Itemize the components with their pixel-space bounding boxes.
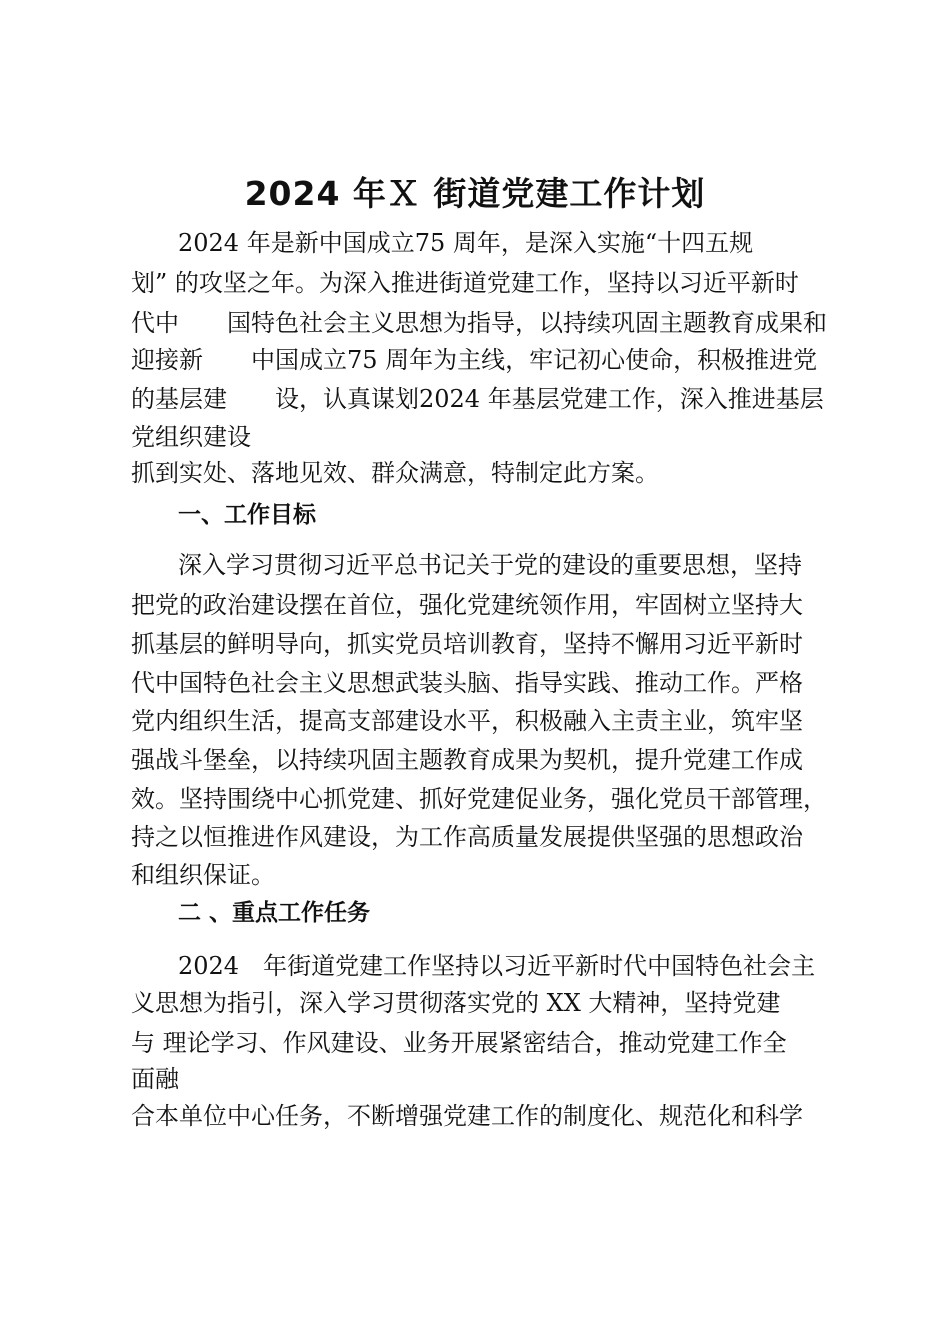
intro-line-3: 代中 国特色社会主义思想为指导，以持续巩固主题教育成果和: [131, 309, 827, 337]
section2-line-3: 与 理论学习、作风建设、业务开展紧密结合，推动党建工作全: [131, 1029, 787, 1057]
section-heading-tasks: 二 、重点工作任务: [178, 900, 371, 926]
section1-line-7: 效。坚持围绕中心抓党建、抓好党建促业务，强化党员干部管理，: [131, 785, 827, 813]
section1-line-1: 深入学习贯彻习近平总书记关于党的建设的重要思想，坚持: [178, 551, 802, 579]
section-heading-goals: 一、工作目标: [178, 502, 316, 528]
intro-line-4: 迎接新 中国成立75 周年为主线，牢记初心使命，积极推进党: [131, 346, 818, 374]
section1-line-6: 强战斗堡垒，以持续巩固主题教育成果为契机，提升党建工作成: [131, 746, 803, 774]
intro-line-6: 党组织建设: [131, 423, 251, 451]
section1-line-9: 和组织保证。: [131, 861, 275, 889]
intro-line-5: 的基层建 设，认真谋划2024 年基层党建工作，深入推进基层: [131, 385, 824, 413]
section1-line-8: 持之以恒推进作风建设，为工作高质量发展提供坚强的思想政治: [131, 823, 803, 851]
document-title: 2024 年Ｘ 街道党建工作计划: [244, 174, 706, 213]
section1-line-5: 党内组织生活，提高支部建设水平，积极融入主责主业，筑牢坚: [131, 707, 803, 735]
intro-line-2: 划” 的攻坚之年。为深入推进街道党建工作，坚持以习近平新时: [131, 269, 799, 297]
section1-line-3: 抓基层的鲜明导向，抓实党员培训教育，坚持不懈用习近平新时: [131, 630, 803, 658]
section1-line-2: 把党的政治建设摆在首位，强化党建统领作用，牢固树立坚持大: [131, 591, 803, 619]
section2-line-1: 2024 年街道党建工作坚持以习近平新时代中国特色社会主: [178, 952, 816, 980]
section2-line-4: 面融: [131, 1065, 179, 1093]
intro-line-1: 2024 年是新中国成立75 周年，是深入实施“十四五规: [178, 229, 754, 257]
intro-line-7: 抓到实处、落地见效、群众满意，特制定此方案。: [131, 459, 659, 487]
section2-line-2: 义思想为指引，深入学习贯彻落实党的 XX 大精神，坚持党建: [131, 989, 781, 1017]
section2-line-5: 合本单位中心任务，不断增强党建工作的制度化、规范化和科学: [131, 1102, 803, 1130]
section1-line-4: 代中国特色社会主义思想武装头脑、指导实践、推动工作。严格: [131, 669, 803, 697]
